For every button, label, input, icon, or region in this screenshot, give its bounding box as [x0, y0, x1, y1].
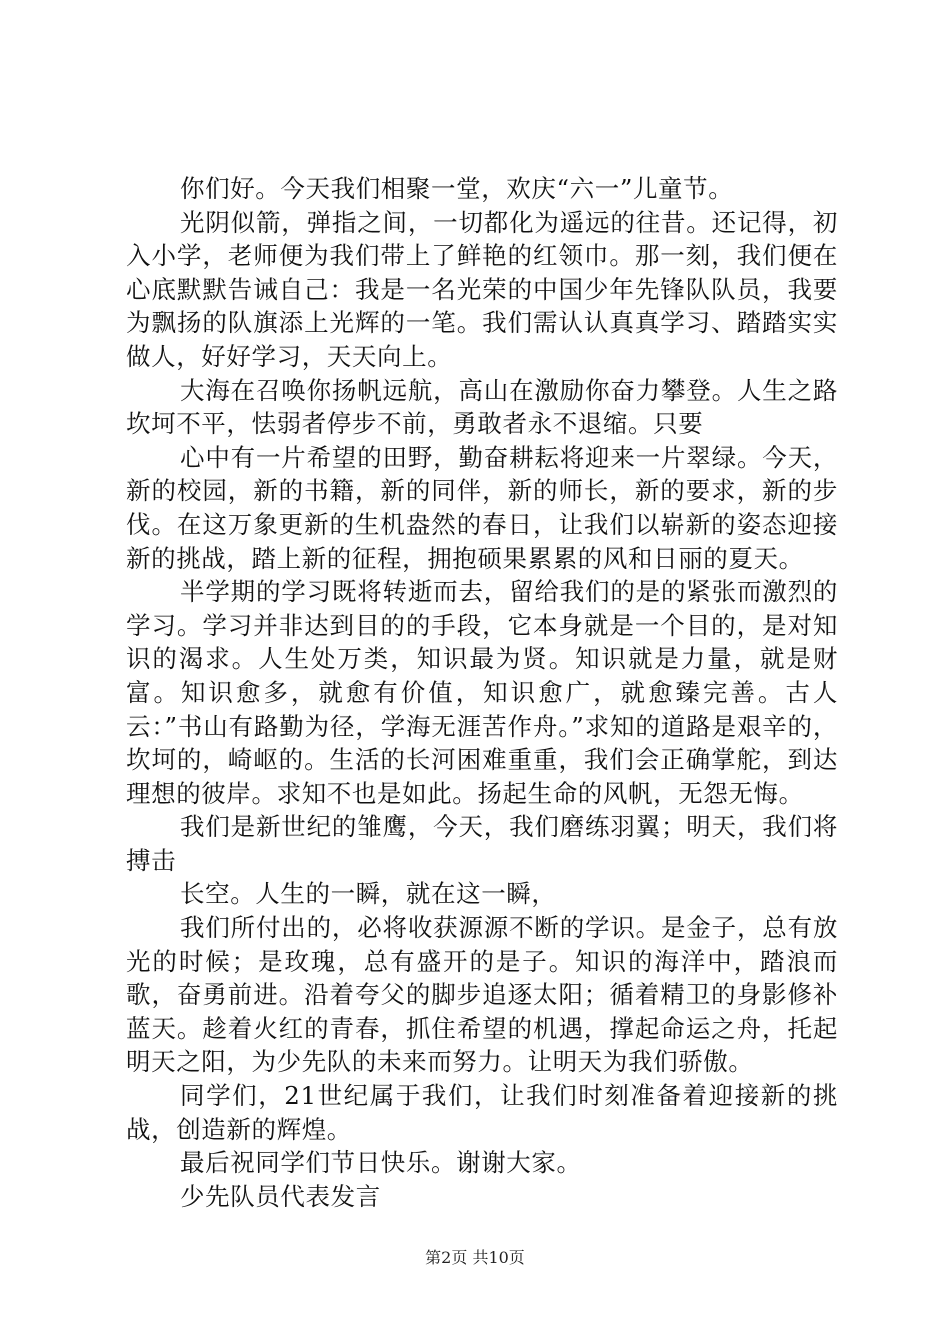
paragraph: 我们是新世纪的雏鹰，今天，我们磨练羽翼；明天，我们将搏击: [126, 812, 838, 875]
paragraph: 大海在召唤你扬帆远航，高山在激励你奋力攀登。人生之路坎坷不平，怯弱者停步不前，勇敢者永不退缩。只要: [126, 375, 838, 439]
paragraph: 你们好。今天我们相聚一堂，欢庆“六一”儿童节。: [180, 174, 734, 203]
paragraph: 心中有一片希望的田野，勤奋耕耘将迎来一片翠绿。今天，新的校园，新的书籍，新的同伴，新的师长，新的要求，新的步伐。在这万象更新的生机盎然的春日，让我们以崭新的姿态迎接新的挑战，踏上新的征程，拥抱硕果累累的风和日丽的夏天。: [126, 442, 838, 573]
paragraph: 少先队员代表发言: [180, 1181, 381, 1211]
paragraph: 光阴似箭，弹指之间，一切都化为遥远的往昔。还记得，初入小学，老师便为我们带上了鲜艳的红领巾。那一刻，我们便在心底默默告诫自己：我是一名光荣的中国少年先锋队队员，我要为飘扬的队旗添上光辉的一笔。我们需认认真真学习、踏踏实实做人，好好学习，天天向上。: [126, 207, 838, 371]
paragraph: 半学期的学习既将转逝而去，留给我们的是的紧张而激烈的学习。学习并非达到目的的手段，它本身就是一个目的，是对知识的渴求。人生处万类，知识最为贤。知识就是力量，就是财富。知识愈多，就愈有价值，知识愈广，就愈臻完善。古人云：”书山有路勤为径，学海无涯苦作舟。”求知的道路是艰辛的，坎坷的，崎岖的。生活的长河困难重重，我们会正确掌舵，到达理想的彼岸。求知不也是如此。扬起生命的风帆，无怨无悔。: [126, 577, 838, 808]
paragraph: 我们所付出的，必将收获源源不断的学识。是金子，总有放光的时候；是玫瑰，总有盛开的是子。知识的海洋中，踏浪而歌，奋勇前进。沿着夸父的脚步追逐太阳；循着精卫的身影修补蓝天。趁着火红的青春，抓住希望的机遇，撑起命运之舟，托起明天之阳，为少先队的未来而努力。让明天为我们骄傲。: [126, 913, 838, 1077]
paragraph: 同学们，21世纪属于我们，让我们时刻准备着迎接新的挑战，创造新的辉煌。: [126, 1081, 838, 1144]
paragraph: 长空。人生的一瞬，就在这一瞬，: [180, 879, 557, 909]
paragraph: 最后祝同学们节日快乐。谢谢大家。: [180, 1148, 582, 1178]
page-number-footer: 第2页 共10页: [425, 1248, 525, 1267]
document-body: [126, 172, 838, 1213]
